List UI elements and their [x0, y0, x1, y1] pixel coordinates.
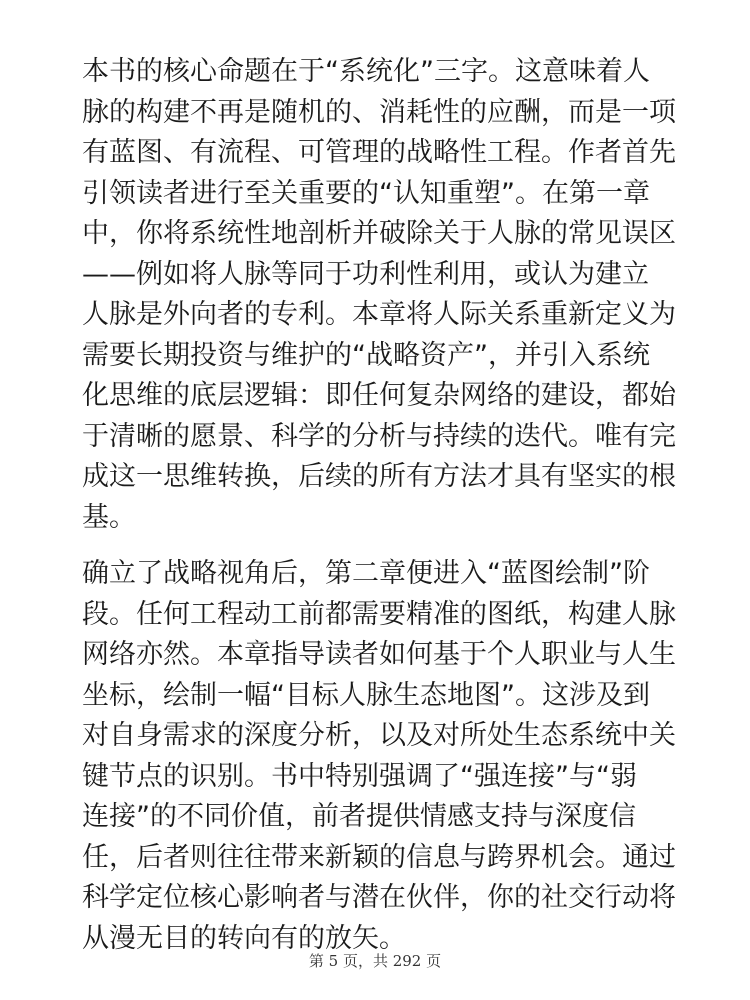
text-line: 于清晰的愿景、科学的分析与持续的迭代。唯有完	[82, 420, 676, 452]
text-line: 坐标，绘制一幅“目标人脉生态地图”。这涉及到	[82, 679, 650, 711]
text-line: 本书的核心命题在于“系统化”三字。这意味着人	[82, 56, 650, 87]
paragraph-2	[82, 554, 674, 959]
body-text	[82, 52, 674, 959]
text-line: 中，你将系统性地剖析并破除关于人脉的常见误区	[82, 218, 676, 249]
text-line: 从漫无目的转向有的放矢。	[82, 922, 406, 954]
text-line: 人脉是外向者的专利。本章将人际关系重新定义为	[82, 299, 676, 330]
text-line: 有蓝图、有流程、可管理的战略性工程。作者首先	[82, 137, 676, 168]
text-line: 段。任何工程动工前都需要精准的图纸，构建人脉	[82, 598, 676, 630]
paragraph-1	[82, 52, 674, 538]
text-line: 确立了战略视角后，第二章便进入“蓝图绘制”阶	[82, 558, 650, 589]
text-line: 成这一思维转换，后续的所有方法才具有坚实的根	[82, 461, 676, 492]
text-line: 脉的构建不再是随机的、消耗性的应酬，而是一项	[82, 96, 676, 128]
text-line: 化思维的底层逻辑：即任何复杂网络的建设，都始	[82, 380, 676, 411]
text-line: 引领读者进行至关重要的“认知重塑”。在第一章	[82, 177, 650, 209]
text-line: 连接”的不同价值，前者提供情感支持与深度信	[82, 801, 636, 832]
text-line: 键节点的识别。书中特别强调了“强连接”与“弱	[82, 760, 637, 792]
text-line: 需要长期投资与维护的“战略资产”，并引入系统	[82, 339, 650, 371]
text-line: ——例如将人脉等同于功利性利用，或认为建立	[82, 258, 649, 290]
text-line: 任，后者则往往带来新颖的信息与跨界机会。通过	[82, 841, 676, 873]
text-line: 网络亦然。本章指导读者如何基于个人职业与人生	[82, 639, 676, 670]
paragraph-spacer	[82, 538, 674, 554]
text-line: 基。	[82, 501, 136, 533]
text-line: 科学定位核心影响者与潜在伙伴，你的社交行动将	[82, 882, 676, 913]
text-line: 对自身需求的深度分析，以及对所处生态系统中关	[82, 720, 676, 751]
page-number-footer: 第 5 页，共 292 页	[308, 952, 442, 970]
